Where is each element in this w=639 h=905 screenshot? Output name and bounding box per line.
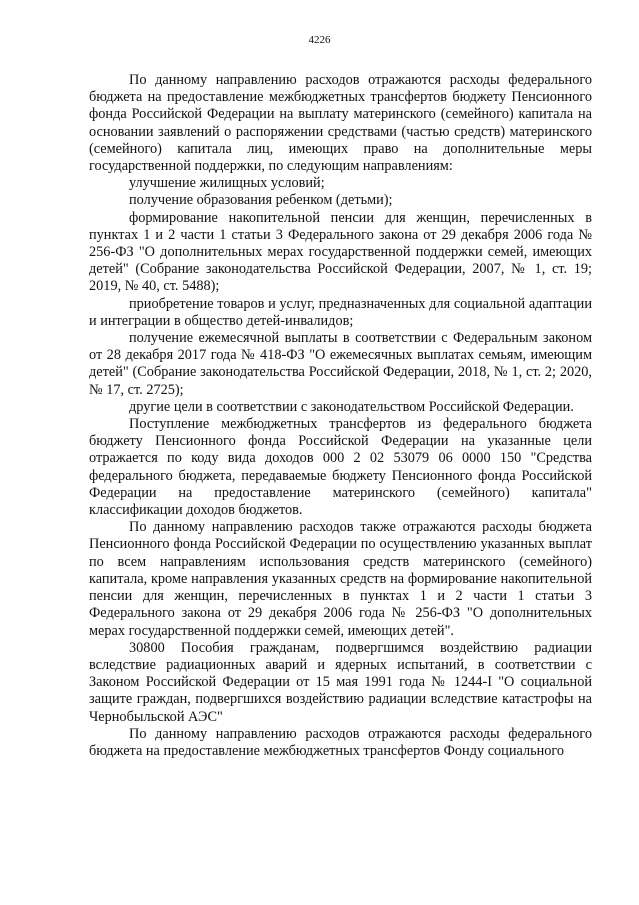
paragraph-code-30800: 30800 Пособия гражданам, подвергшимся воздействию радиации вследствие радиационных аварий и ядерных испытаний, в соответствии с Законом Российской Федерации от 15 мая 1991 года № 1244-I "О социальной защите граждан, подвергшихся воздействию радиации вследствие катастрофы на Чернобыльской АЭС" bbox=[89, 639, 592, 725]
document-body bbox=[89, 72, 592, 760]
page-number: 4226 bbox=[308, 34, 331, 46]
paragraph-disabled-children: приобретение товаров и услуг, предназначенных для социальной адаптации и интеграции в общество детей-инвалидов; bbox=[89, 295, 592, 329]
paragraph-intro: По данному направлению расходов отражаются расходы федерального бюджета на предоставление межбюджетных трансфертов бюджету Пенсионного фонда Российской Федерации на выплату материнского (семейного) капитала на основании заявлений о распоряжении средствами (частью средств) материнского (семейного) капитала лиц, имеющих право на дополнительные меры государственной поддержки, по следующим направлениям: bbox=[89, 72, 592, 175]
paragraph-housing: улучшение жилищных условий; bbox=[129, 175, 325, 192]
paragraph-revenue-code: Поступление межбюджетных трансфертов из федерального бюджета бюджету Пенсионного фонда Российской Федерации на указанные цели отражается по коду вида доходов 000 2 02 53079 06 0000 150 "Средства федерального бюджета, передаваемые бюджету Пенсионного фонда Российской Федерации на предоставление материнского (семейного) капитала" классификации доходов бюджетов. bbox=[89, 416, 592, 519]
paragraph-social-insurance: По данному направлению расходов отражаются расходы федерального бюджета на предоставление межбюджетных трансфертов Фонду социального bbox=[89, 725, 592, 759]
paragraph-pension-fund-expenses: По данному направлению расходов также отражаются расходы бюджета Пенсионного фонда Российской Федерации по осуществлению указанных выплат по всем направлениям использования средств материнского (семейного) капитала, кроме направления указанных средств на формирование накопительной пенсии для женщин, перечисленных в пунктах 1 и 2 части 1 статьи 3 Федерального закона от 29 декабря 2006 года № 256-ФЗ "О дополнительных мерах государственной поддержки семей, имеющих детей". bbox=[89, 519, 592, 639]
paragraph-pension: формирование накопительной пенсии для женщин, перечисленных в пунктах 1 и 2 части 1 статьи 3 Федерального закона от 29 декабря 2006 года № 256-ФЗ "О дополнительных мерах государственной поддержки семей, имеющих детей" (Собрание законодательства Российской Федерации, 2007, № 1, ст. 19; 2019, № 40, ст. 5488); bbox=[89, 209, 592, 295]
paragraph-other-purposes: другие цели в соответствии с законодательством Российской Федерации. bbox=[129, 398, 574, 415]
paragraph-education: получение образования ребенком (детьми); bbox=[129, 192, 393, 209]
paragraph-monthly-payment: получение ежемесячной выплаты в соответствии с Федеральным законом от 28 декабря 2017 года № 418-ФЗ "О ежемесячных выплатах семьям, имеющим детей" (Собрание законодательства Российской Федерации, 2018, № 1, ст. 2; 2020, № 17, ст. 2725); bbox=[89, 330, 592, 398]
